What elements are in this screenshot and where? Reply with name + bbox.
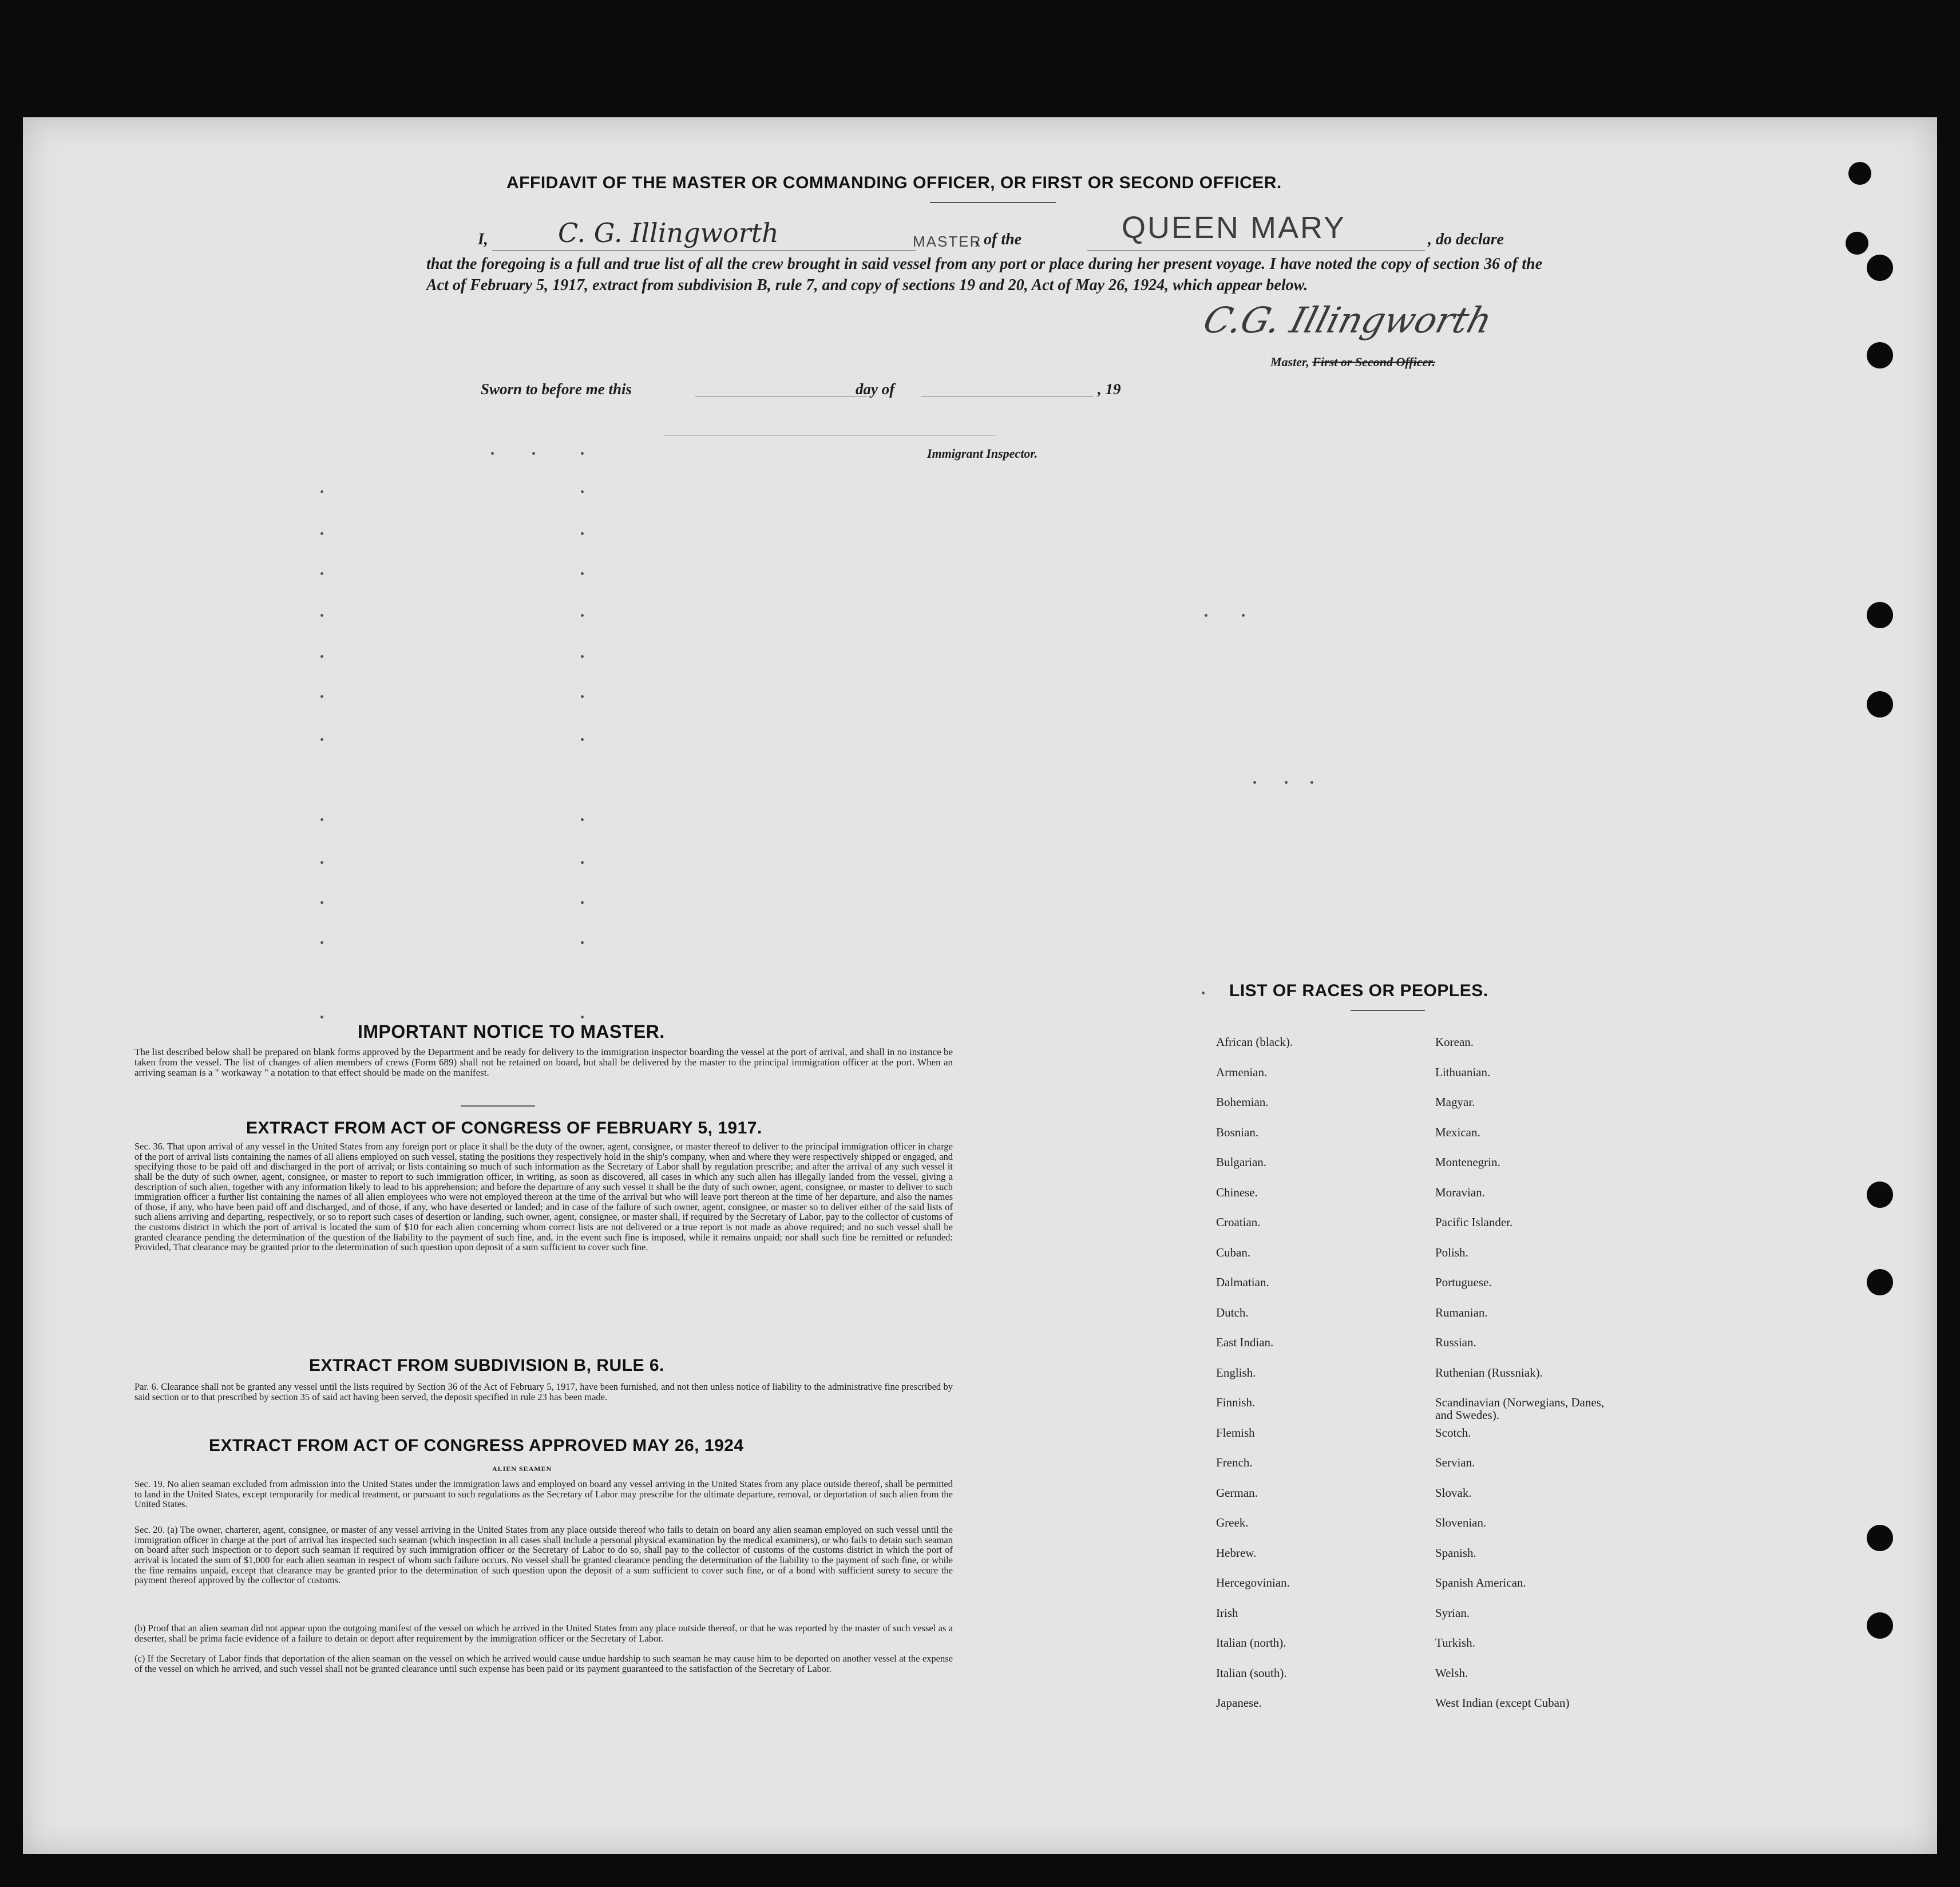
race-item: Hebrew. bbox=[1216, 1545, 1257, 1560]
race-item: Moravian. bbox=[1435, 1185, 1485, 1199]
notice-title: IMPORTANT NOTICE TO MASTER. bbox=[358, 1021, 665, 1042]
notice-rule bbox=[461, 1105, 535, 1107]
speck bbox=[320, 572, 323, 575]
race-item: Flemish bbox=[1216, 1425, 1255, 1440]
binder-hole bbox=[1867, 602, 1893, 628]
race-item: Dalmatian. bbox=[1216, 1275, 1269, 1289]
race-item: Lithuanian. bbox=[1435, 1065, 1491, 1079]
binder-hole bbox=[1867, 1269, 1893, 1295]
speck bbox=[320, 901, 323, 904]
race-item: Slovak. bbox=[1435, 1485, 1472, 1500]
race-item: Bosnian. bbox=[1216, 1125, 1259, 1139]
race-item: Chinese. bbox=[1216, 1185, 1258, 1199]
binder-hole bbox=[1867, 1525, 1893, 1551]
i-label: I, bbox=[478, 231, 488, 248]
speck bbox=[581, 818, 584, 821]
signer-title-struck: First or Second Officer. bbox=[1312, 355, 1436, 369]
extract-1924-subtitle: ALIEN SEAMEN bbox=[492, 1465, 552, 1473]
race-item: Hercegovinian. bbox=[1216, 1576, 1290, 1589]
extract-1924-sec19: Sec. 19. No alien seaman excluded from admission into the United States under the immigration laws and employed on board any vessel arriving in the United States from any place outside thereof, shall be permitted to land in the United States, except temporarily for medical treatment, or pursuant to such regulations as the Secretary of Labor may prescribe for the ultimate departure, removal, or deportation of such alien from the United States. bbox=[134, 1478, 953, 1510]
binder-hole bbox=[1867, 691, 1893, 717]
race-item: Polish. bbox=[1435, 1245, 1468, 1259]
master-name-line bbox=[492, 250, 916, 251]
signer-title-prefix: Master, bbox=[1270, 355, 1309, 369]
race-item: Montenegrin. bbox=[1435, 1155, 1500, 1169]
race-item: Ruthenian (Russniak). bbox=[1435, 1365, 1543, 1379]
extract-1924-title: EXTRACT FROM ACT OF CONGRESS APPROVED MAY 26, 1924 bbox=[209, 1436, 744, 1455]
speck bbox=[581, 901, 584, 904]
race-item: Portuguese. bbox=[1435, 1275, 1492, 1289]
race-item: Greek. bbox=[1216, 1516, 1249, 1529]
binder-hole bbox=[1867, 255, 1893, 281]
speck bbox=[1310, 781, 1313, 784]
speck bbox=[581, 490, 584, 493]
race-item: Spanish American. bbox=[1435, 1576, 1526, 1589]
race-item: English. bbox=[1216, 1365, 1256, 1379]
master-label: MASTER bbox=[913, 233, 982, 250]
speck bbox=[320, 655, 323, 658]
sworn-month-line bbox=[921, 396, 1093, 397]
race-item: Korean. bbox=[1435, 1035, 1474, 1049]
race-item: Spanish. bbox=[1435, 1545, 1476, 1560]
sworn-day-line bbox=[695, 396, 867, 397]
race-item: Turkish. bbox=[1435, 1636, 1475, 1650]
binder-hole bbox=[1848, 162, 1871, 185]
race-item: Servian. bbox=[1435, 1456, 1475, 1469]
race-item: East Indian. bbox=[1216, 1335, 1274, 1349]
speck bbox=[581, 695, 584, 698]
notice-body: The list described below shall be prepared on blank forms approved by the Department and be ready for delivery to the immigration inspector boarding the vessel at the port of arrival, and shall in no instance be taken from the vessel. The list of changes of alien members of crews (Form 689) shall not be retained on board, but shall be delivered by the master to the principal immigration officer at the port. When an arriving seaman is a " workaway " a notation to that effect should be made on the manifest. bbox=[134, 1046, 953, 1079]
speck bbox=[320, 941, 323, 944]
race-item: Mexican. bbox=[1435, 1125, 1480, 1139]
race-item: Scotch. bbox=[1435, 1425, 1471, 1440]
sworn-label: Sworn to before me this bbox=[481, 380, 632, 398]
speck bbox=[581, 861, 584, 864]
affidavit-body: that the foregoing is a full and true list of all the crew brought in said vessel from any port or place during her present voyage. I have noted the copy of section 36 of the Act of February 5, 1917, extract from subdivision B, rule 7, and copy of sections 19 and 20, Act of May 26, 1924, which appear below. bbox=[426, 255, 1542, 295]
speck bbox=[320, 818, 323, 821]
master-name-handwritten: C. G. Illingworth bbox=[558, 217, 779, 248]
race-item: Rumanian. bbox=[1435, 1305, 1488, 1319]
speck bbox=[320, 490, 323, 493]
day-of-label: day of bbox=[856, 380, 895, 398]
race-item: Bohemian. bbox=[1216, 1095, 1269, 1109]
binder-hole bbox=[1867, 1612, 1893, 1639]
race-item: Cuban. bbox=[1216, 1245, 1251, 1259]
speck bbox=[581, 1016, 584, 1018]
speck bbox=[581, 572, 584, 575]
do-declare-label: , do declare bbox=[1428, 231, 1504, 248]
race-item: Finnish. bbox=[1216, 1396, 1256, 1409]
speck bbox=[320, 695, 323, 698]
speck bbox=[491, 452, 494, 455]
speck bbox=[320, 614, 323, 617]
extract-1917-title: EXTRACT FROM ACT OF CONGRESS OF FEBRUARY 5, 1917. bbox=[246, 1119, 762, 1137]
race-item: West Indian (except Cuban) bbox=[1435, 1696, 1570, 1710]
race-item: African (black). bbox=[1216, 1035, 1293, 1049]
vessel-line bbox=[1087, 250, 1425, 251]
race-item: Italian (north). bbox=[1216, 1636, 1286, 1650]
race-item: Italian (south). bbox=[1216, 1666, 1287, 1680]
year-label: , 19 bbox=[1098, 380, 1121, 398]
speck bbox=[320, 738, 323, 741]
race-item: Syrian. bbox=[1435, 1605, 1470, 1620]
race-item: Japanese. bbox=[1216, 1696, 1262, 1710]
races-title: LIST OF RACES OR PEOPLES. bbox=[1229, 981, 1488, 1000]
binder-hole bbox=[1867, 1182, 1893, 1208]
speck bbox=[581, 452, 584, 455]
speck bbox=[1205, 614, 1207, 617]
speck bbox=[1202, 992, 1205, 994]
speck bbox=[581, 532, 584, 535]
race-item: Welsh. bbox=[1435, 1666, 1468, 1680]
race-item: Pacific Islander. bbox=[1435, 1215, 1513, 1229]
speck bbox=[320, 861, 323, 864]
binder-hole bbox=[1846, 232, 1868, 255]
race-item: Scandinavian (Norwegians, Danes, and Swedes). bbox=[1435, 1396, 1605, 1422]
extract-rule6-title: EXTRACT FROM SUBDIVISION B, RULE 6. bbox=[309, 1356, 664, 1375]
of-the-label: , of the bbox=[976, 231, 1022, 248]
speck bbox=[1253, 781, 1256, 784]
speck bbox=[581, 941, 584, 944]
race-item: Armenian. bbox=[1216, 1065, 1268, 1079]
document-page bbox=[23, 117, 1937, 1854]
race-item: Magyar. bbox=[1435, 1095, 1475, 1109]
race-item: Irish bbox=[1216, 1605, 1238, 1620]
extract-rule6-body: Par. 6. Clearance shall not be granted any vessel until the lists required by Section 36 of the Act of February 5, 1917, have been furnished, and not then unless notice of liability to the administrative fine prescribed by said section or to that prescribed by section 35 of said act having been served, the deposit specified in rule 23 has been made. bbox=[134, 1381, 953, 1402]
speck bbox=[581, 614, 584, 617]
speck bbox=[1285, 781, 1288, 784]
speck bbox=[1242, 614, 1245, 617]
extract-1917-body: Sec. 36. That upon arrival of any vessel in the United States from any foreign port or place it shall be the duty of the owner, agent, consignee, or master thereof to deliver to the principal immigration officer in charge of the port of arrival lists containing the names of all aliens employed on such vessel, stating the positions they respectively hold in the ship's company, when and where they were respectively shipped or engaged, and specifying those to be paid off and discharged in the port of arrival; or lists containing so much of such information as the Secretary of Labor shall by regulation prescribe; and after the arrival of any such vessel it shall be the duty of such owner, agent, consignee, or master to report to such immigration officer, in writing, as soon as discovered, all cases in which any such alien has illegally landed from the vessel, giving a description of such alien, together with any information likely to lead to his apprehension; and before the departure of any such vessel it shall be the duty of such owner, agent, consignee, or master to deliver to such immigration officer a further list containing the names of all alien employees who were not employed thereon at the time of the arrival but who will leave port thereon at the time of her departure, and also the names of those, if any, who have been paid off and discharged, and of those, if any, who have deserted or landed; and in case of the failure of such owner, agent, consignee, or master so to deliver either of the said lists of such aliens arriving and departing, respectively, or so to report such cases of desertion or landing, such owner, agent, consignee, or master shall, if required by the Secretary of Labor, pay to the collector of customs of the customs district in which the port of arrival is located the sum of $10 for each alien concerning whom correct lists are not delivered or a true report is not made as above required; and no such vessel shall be granted clearance pending the determination of the question of the liability to the payment of such fine, and, in the event such fine is imposed, while it remains unpaid; nor shall such fine be remitted or refunded: Provided, That clearance may be granted prior to the determination of such question upon deposit of a sum sufficient to cover such fine. bbox=[134, 1141, 953, 1253]
affidavit-title: AFFIDAVIT OF THE MASTER OR COMMANDING OFFICER, OR FIRST OR SECOND OFFICER. bbox=[506, 173, 1282, 192]
extract-1924-sec20a: Sec. 20. (a) The owner, charterer, agent, consignee, or master of any vessel arriving in the United States from any place outside thereof who fails to detain on board any alien seaman employed on such vessel until the immigration officer in charge at the port of arrival has inspected such seaman (which inspection in all cases shall include a personal physical examination by the medical examiners), or who fails to detain such seaman on board after such inspection or to deport such seaman if required by such immigration officer or the Secretary of Labor to do so, shall pay to the collector of customs of the customs district in which the port of arrival is located the sum of $1,000 for each alien seaman in respect of whom such failure occurs. No vessel shall be granted clearance pending the determination of the liability to the payment of such fine, or while the fine remains unpaid, except that clearance may be granted prior to the determination of such question upon the deposit of a sum sufficient to cover such fine, or of a bond with sufficient surety to secure the payment thereof approved by the collector of customs. bbox=[134, 1524, 953, 1586]
signer-title bbox=[1270, 355, 1435, 370]
speck bbox=[581, 738, 584, 741]
speck bbox=[532, 452, 535, 455]
races-title-underline bbox=[1351, 1010, 1425, 1011]
race-item: French. bbox=[1216, 1456, 1253, 1469]
race-item: Russian. bbox=[1435, 1335, 1476, 1349]
race-item: Croatian. bbox=[1216, 1215, 1261, 1229]
inspector-label: Immigrant Inspector. bbox=[927, 446, 1038, 461]
extract-1924-sec20c: (c) If the Secretary of Labor finds that deportation of the alien seaman on the vessel on which he arrived would cause undue hardship to such seaman he may cause him to be deported on another vessel at the expense of the vessel on which he arrived, and such vessel shall not be granted clearance until such expense has been paid or its payment guaranteed to the satisfaction of the Secretary of Labor. bbox=[134, 1653, 953, 1674]
binder-hole bbox=[1867, 342, 1893, 368]
race-item: German. bbox=[1216, 1485, 1258, 1500]
extract-1924-sec20b: (b) Proof that an alien seaman did not appear upon the outgoing manifest of the vessel on which he arrived in the United States from any place outside thereof, or that he was reported by the master of such vessel as a deserter, shall be prima facie evidence of a failure to detain or deport after requirement by the immigration officer or the Secretary of Labor. bbox=[134, 1623, 953, 1644]
title-underline bbox=[930, 202, 1056, 203]
vessel-name: QUEEN MARY bbox=[1122, 211, 1347, 245]
race-item: Dutch. bbox=[1216, 1305, 1249, 1319]
race-item: Bulgarian. bbox=[1216, 1155, 1267, 1169]
master-signature: C.G. Illingworth bbox=[1199, 299, 1496, 341]
speck bbox=[581, 655, 584, 658]
race-item: Slovenian. bbox=[1435, 1516, 1487, 1529]
speck bbox=[320, 1016, 323, 1018]
speck bbox=[320, 532, 323, 535]
